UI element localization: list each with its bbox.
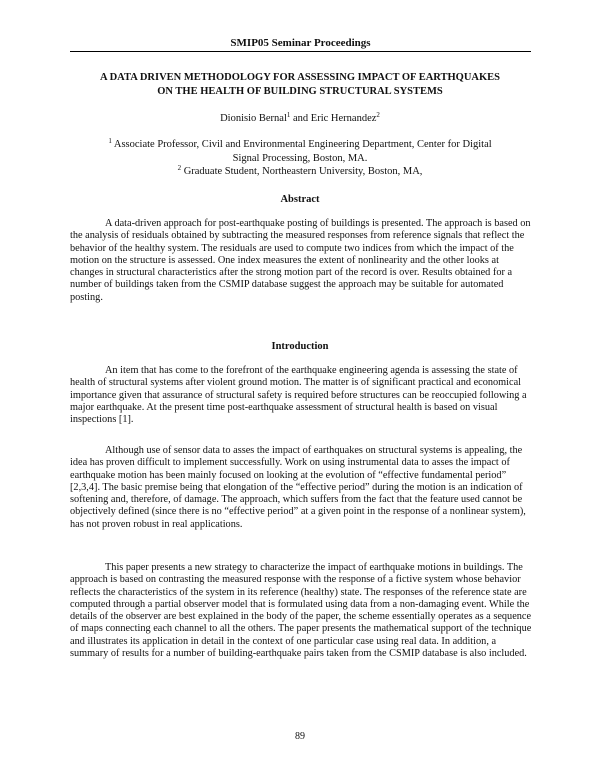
header-rule [70,51,531,52]
intro-p1-text: An item that has come to the forefront of the earthquake engineering agenda is assessing the state of health of structural systems after violent ground motion. The matter is of significant practical and economical importance given that assurance of structural safety is required before structures can be reoccupied following a major earthquake. At the present time post-earthquake assessment of structural health is based on visual inspections [1]. [70,365,527,426]
affiliation-1 [80,138,520,152]
intro-paragraph-1 [70,365,533,426]
author-2-affil-mark: 2 [376,111,380,119]
intro-paragraph-2 [70,445,533,531]
affiliation-1-line-1: Associate Professor, Civil and Environmental Engineering Department, Center for Digital [111,139,492,150]
affiliations [80,138,520,179]
affiliation-1-mark: 1 [108,137,112,145]
author-2: and Eric Hernandez [290,113,377,124]
introduction-heading: Introduction [271,341,329,352]
intro-p3-text: This paper presents a new strategy to characterize the impact of earthquake motions in buildings. The approach is based on contrasting the measured response with the response of a fictive system whose behavior reflects the characteristics of the system in its reference (healthy) state. The responses of the reference state are computed through a partial observer model that is formulated using data from a non-damaging event. While the details of the observer are best explained in the body of the paper, the scheme essentially operates as a sequence of maps connecting each channel to all the others. The paper presents the mathematical support of the technique and illustrates its application in detail in the context of one particular case using real data. In addition, a summary of results for a number of building-earthquake pairs taken from the CSMIP database is also included. [70,562,532,660]
abstract-text: A data-driven approach for post-earthquake posting of buildings is presented. The approach is based on the analysis of residuals obtained by subtracting the measured responses from reference signals that reflect the behavior of the healthy system. The residuals are used to compute two indices from which the impact of the motion on the structure is assessed. One index measures the extent of nonlinearity and the other looks at changes in structural characteristics after the strong motion part of the record is over. Results obtained for a number of buildings taken from the CSMIP database suggest the approach may be suitable for automated posting. [70,218,531,303]
author-line [60,113,540,124]
paper-title [60,71,540,98]
page-number: 89 [295,731,305,742]
author-1: Dionisio Bernal [220,113,287,124]
affiliation-2 [80,165,520,179]
intro-p2-text: Although use of sensor data to asses the impact of earthquakes on structural systems is appealing, the idea has proven difficult to implement successfully. Work on using instrumental data to asses the impact of earthquake motion has been mainly focused on looking at the evolution of “effective fundamental period” [2,3,4]. The basic premise being that elongation of the “effective period” during the motion is an indication of softening and, therefore, of damage. The approach, which suffers from the fact that the feature used cannot be objectively defined (since there is no “effective period” at a given point in the response of a nonlinear system), has not proven robust in real applications. [70,445,526,530]
affiliation-2-mark: 2 [177,164,182,172]
abstract-heading: Abstract [280,194,320,205]
title-line-2: ON THE HEALTH OF BUILDING STRUCTURAL SYSTEMS [157,85,443,97]
running-header: SMIP05 Seminar Proceedings [230,37,371,49]
abstract-paragraph [70,218,533,304]
title-line-1: A DATA DRIVEN METHODOLOGY FOR ASSESSING IMPACT OF EARTHQUAKES [99,72,501,83]
affiliation-1-line-2: Signal Processing, Boston, MA. [232,152,368,164]
intro-paragraph-3 [70,562,533,660]
affiliation-2-line: Graduate Student, Northeastern University, Boston, MA, [181,166,423,177]
author-1-affil-mark: 1 [286,111,291,119]
